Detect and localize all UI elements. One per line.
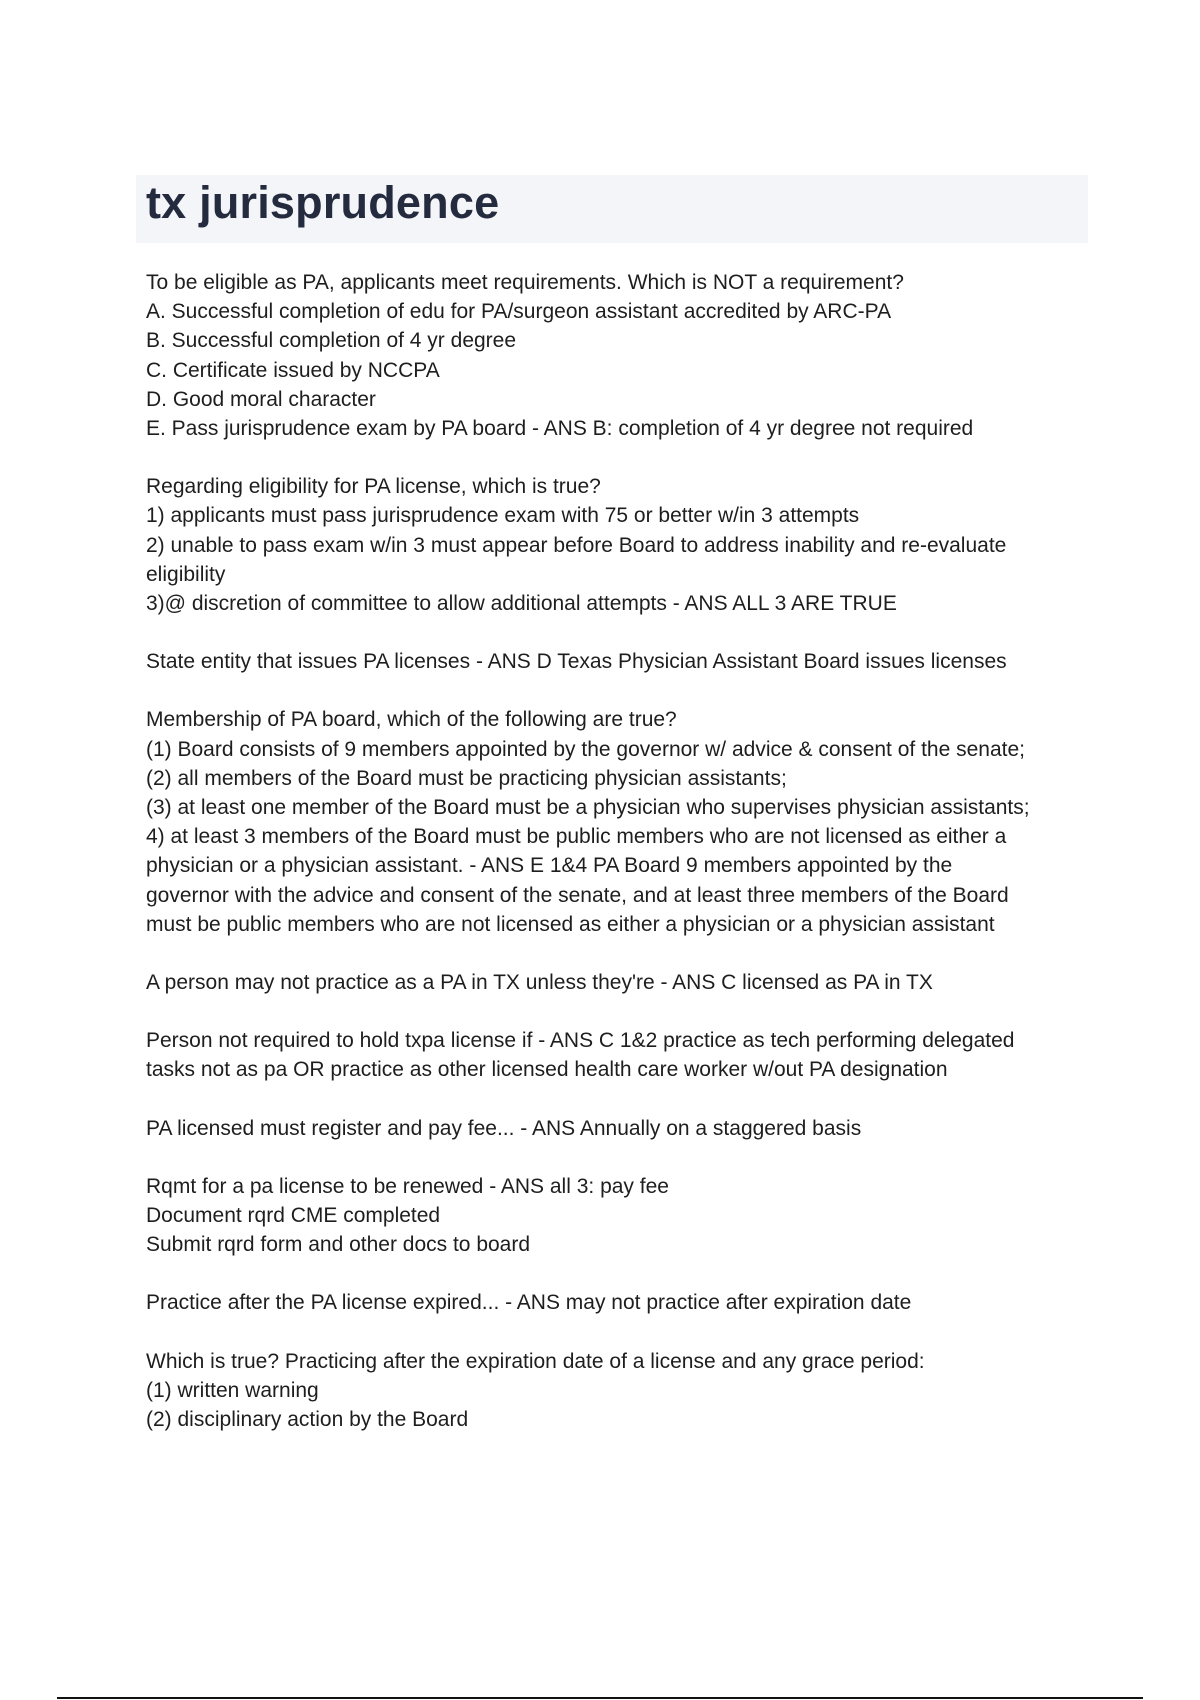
text-line: (2) all members of the Board must be practicing physician assistants;	[146, 766, 787, 790]
text-line: (1) written warning	[146, 1378, 319, 1402]
text-line: Practice after the PA license expired... - ANS may not practice after expiration date	[146, 1291, 912, 1315]
text-line: 3)@ discretion of committee to allow additional attempts - ANS ALL 3 ARE TRUE	[146, 592, 897, 616]
text-line: governor with the advice and consent of the senate, and at least three members of the Board	[146, 883, 1009, 907]
text-line: A person may not practice as a PA in TX unless they're - ANS C licensed as PA in TX	[146, 971, 933, 995]
text-line: C. Certificate issued by NCCPA	[146, 358, 440, 382]
text-line: To be eligible as PA, applicants meet requirements. Which is NOT a requirement?	[146, 271, 904, 294]
text-line: (3) at least one member of the Board must be a physician who supervises physician assistants;	[146, 796, 1030, 820]
question-block-license-exemption	[146, 1026, 1086, 1084]
document-body	[146, 268, 1086, 1463]
text-line: 1) applicants must pass jurisprudence exam with 75 or better w/in 3 attempts	[146, 504, 860, 528]
question-block-state-entity	[146, 647, 1086, 676]
text-line: 4) at least 3 members of the Board must be public members who are not licensed as either a	[146, 825, 1007, 849]
question-block-grace-period	[146, 1347, 1086, 1435]
text-line: physician or a physician assistant. - ANS E 1&4 PA Board 9 members appointed by the	[146, 854, 953, 878]
question-block-expired-license	[146, 1288, 1086, 1317]
text-line: A. Successful completion of edu for PA/surgeon assistant accredited by ARC-PA	[146, 300, 892, 324]
text-line: State entity that issues PA licenses - ANS D Texas Physician Assistant Board issues licenses	[146, 650, 1007, 674]
text-line: Which is true? Practicing after the expiration date of a license and any grace period:	[146, 1349, 925, 1373]
question-block-practice-in-tx	[146, 968, 1086, 997]
question-block-eligibility-requirements	[146, 268, 1086, 443]
text-line: Regarding eligibility for PA license, which is true?	[146, 475, 601, 499]
text-line: Rqmt for a pa license to be renewed - ANS all 3: pay fee	[146, 1174, 669, 1198]
text-line: must be public members who are not licensed as either a physician or a physician assistant	[146, 912, 995, 936]
text-line: E. Pass jurisprudence exam by PA board - ANS B: completion of 4 yr degree not required	[146, 417, 974, 441]
text-line: 2) unable to pass exam w/in 3 must appear before Board to address inability and re-evaluate	[146, 533, 1007, 557]
question-block-board-membership	[146, 705, 1086, 939]
text-line: (2) disciplinary action by the Board	[146, 1408, 469, 1432]
text-line: PA licensed must register and pay fee... - ANS Annually on a staggered basis	[146, 1116, 862, 1140]
text-line: Membership of PA board, which of the following are true?	[146, 708, 677, 732]
text-line: B. Successful completion of 4 yr degree	[146, 329, 517, 353]
text-line: D. Good moral character	[146, 387, 376, 411]
page-title: tx jurisprudence	[146, 177, 500, 228]
text-line: (1) Board consists of 9 members appointed by the governor w/ advice & consent of the senate;	[146, 737, 1025, 761]
text-line: Submit rqrd form and other docs to board	[146, 1233, 531, 1257]
question-block-registration-fee	[146, 1114, 1086, 1143]
question-block-license-eligibility	[146, 472, 1086, 618]
text-line: eligibility	[146, 562, 226, 586]
page-divider	[57, 1697, 1143, 1699]
text-line: Document rqrd CME completed	[146, 1204, 441, 1228]
question-block-renewal-requirements	[146, 1172, 1086, 1260]
text-line: tasks not as pa OR practice as other licensed health care worker w/out PA designation	[146, 1058, 948, 1082]
text-line: Person not required to hold txpa license if - ANS C 1&2 practice as tech performing delegated	[146, 1029, 1015, 1053]
